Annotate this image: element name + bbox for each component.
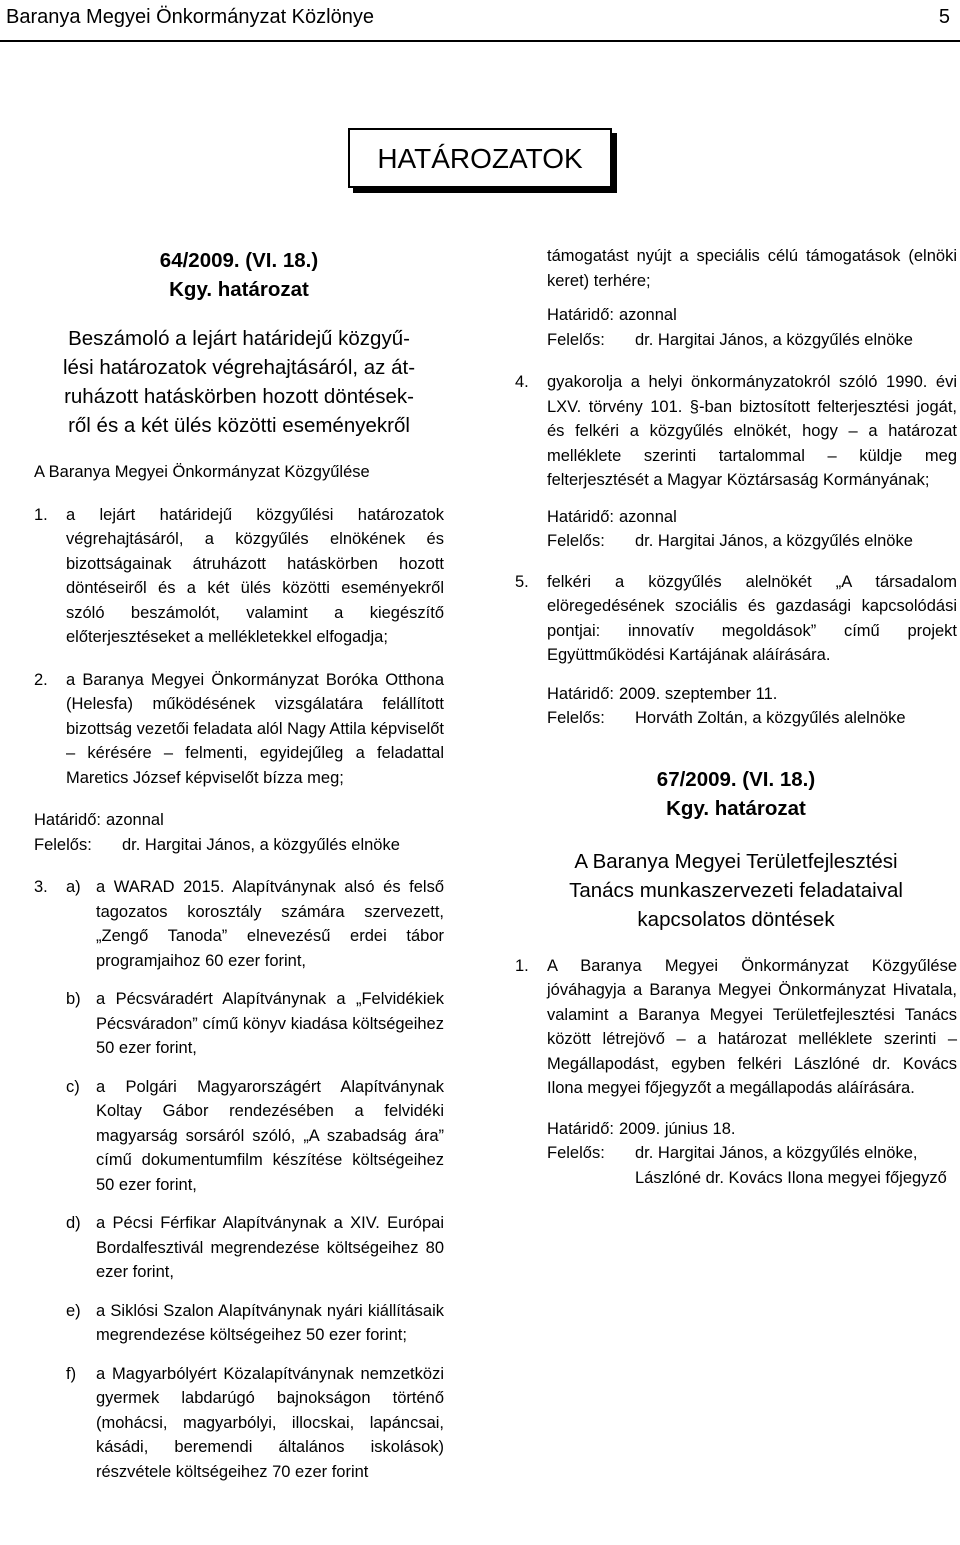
responsible-row (547, 529, 957, 554)
responsible-value: dr. Hargitai János, a közgyűlés elnöke (635, 532, 913, 550)
responsible-label: Felelős: (547, 532, 605, 550)
deadline-label: Határidő: (547, 306, 614, 324)
deadline-value: azonnal (105, 811, 164, 829)
deadline-row (547, 682, 957, 707)
left-column (34, 246, 444, 1484)
resolution-64-number: 64/2009. (VI. 18.) (159, 249, 319, 272)
point-number: 1. (34, 505, 48, 524)
subject-line: Beszámoló a lejárt határidejű közgyű- (68, 327, 410, 350)
point-number: 5. (515, 572, 529, 591)
deadline-row (34, 808, 444, 833)
subitem-a (66, 875, 444, 973)
resolution-64-subject (34, 324, 444, 440)
responsible-value: dr. Hargitai János, a közgyűlés elnöke (635, 330, 913, 349)
subitem-label: f) (66, 1364, 77, 1383)
subitem-text: a WARAD 2015. Alapítványnak alsó és felső tagozatos korosztály számára szervezett, „Zengő Tanoda” elnevezésű erdei tábor programjaihoz 60 ezer forint, (96, 878, 444, 970)
deadline-label: Határidő: (547, 684, 614, 703)
subject-line: Tanács munkaszervezeti feladataival (569, 878, 903, 902)
subject-line: A Baranya Megyei Területfejlesztési (574, 849, 898, 873)
point-1 (34, 503, 444, 650)
point-number: 2. (34, 670, 48, 689)
responsible-label: Felelős: (34, 835, 92, 854)
gazette-title: Baranya Megyei Önkormányzat Közlönye (6, 6, 374, 28)
deadline-value: azonnal (618, 306, 677, 324)
subitem-b (66, 987, 444, 1061)
deadline-row (547, 1117, 957, 1142)
deadline-value: 2009. június 18. (618, 1119, 736, 1138)
page-header (0, 0, 960, 42)
point-text: a lejárt határidejű közgyűlési határozatok végrehajtásáról, a közgyűlés elnökének és bizottságainak átruházott hatáskörben hozott döntéseiről és a két ülés közötti eseményekről szóló beszámolót, valamint a kiegészítő előterjesztéseket a mellékletekkel elfogadja; (66, 505, 444, 646)
point-text: A Baranya Megyei Önkormányzat Közgyűlése jóváhagyja a Baranya Megyei Önkormányzat Hivatala, valamint a Baranya Megyei Területfejlesztési Tanács között létrejövő – a határozat melléklete szerinti – Megállapodást, egyben felkéri Lászlóné dr. Kovács Ilona megyei főjegyzőt a megállapodás aláírására. (547, 956, 957, 1097)
responsible-row (34, 833, 444, 858)
support-text: támogatást nyújt a speciális célú támogatások (elnöki keret) terhére; (547, 247, 957, 290)
subitem-label: c) (66, 1077, 80, 1096)
resolution-67-subject (515, 847, 957, 934)
point-text: gyakorolja a helyi önkormányzatokról szóló 1990. évi LXV. törvény 101. §-ban biztosított felterjesztési jogát, és felkéri a közgyűlés elnökét, hogy – a határozat melléklete szerinti tartalommal – küldje meg felterjesztését a Magyar Köztársaság Kormányának; (547, 373, 957, 489)
resolution-67-number: 67/2009. (VI. 18.) (656, 767, 816, 791)
point-4-facts (515, 505, 957, 554)
point-number: 4. (515, 373, 529, 391)
deadline-value: azonnal (618, 507, 677, 526)
page-number: 5 (938, 6, 950, 28)
point-2 (34, 668, 444, 791)
subitem-label: d) (66, 1214, 81, 1232)
subitem-text: a Siklósi Szalon Alapítványnak nyári kiállításaik megrendezése költségeihez 50 ezer forint; (96, 1301, 444, 1344)
section-title: HATÁROZATOK (348, 128, 612, 188)
point-4 (515, 370, 957, 493)
point-3-support (515, 244, 957, 293)
point-text: a Baranya Megyei Önkormányzat Boróka Otthona (Helesfa) működésének vizsgálatára felállított bizottság vezetői feladata alól Nagy Attila képviselőt – kérésére – felmenti, egyidejűleg a feladattal Maretics József képviselőt bízza meg; (66, 670, 444, 787)
subitem-text: a Magyarbólyért Közalapítványnak nemzetközi gyermek labdarúgó bajnokságon történő (mohácsi, magyarbólyi, illocskai, lapáncsai, kásádi, beremendi általános iskolások) részvétele költségeihez 70 ezer forint (96, 1364, 444, 1481)
point-2-facts (34, 808, 444, 857)
point-5 (515, 570, 957, 668)
responsible-label: Felelős: (547, 330, 605, 349)
deadline-label: Határidő: (547, 507, 614, 526)
point-number: 3. (34, 878, 48, 896)
deadline-row (547, 303, 957, 328)
subitem-d (66, 1211, 444, 1285)
subject-line: kapcsolatos döntések (637, 907, 835, 931)
responsible-person-2: Lászlóné dr. Kovács Ilona megyei főjegyző (635, 1168, 947, 1187)
subitem-label: a) (66, 878, 81, 896)
point-3-f (34, 1362, 444, 1485)
deadline-label: Határidő: (547, 1119, 614, 1138)
subject-line: ruházott hatáskörben hozott döntések- (64, 385, 414, 408)
resolution-67-point-1 (515, 954, 957, 1101)
deadline-label: Határidő: (34, 811, 101, 829)
responsible-person-1: dr. Hargitai János, a közgyűlés elnöke, (635, 1144, 918, 1162)
point-text: felkéri a közgyűlés alelnökét „A társadalom elöregedésének szociális és gazdasági kapcsolódási pontjai: innovatív megoldások” című projekt Együttműködési Kartájának aláírására. (547, 572, 957, 664)
resolution-67-facts (515, 1117, 957, 1191)
point-3-d (34, 1211, 444, 1285)
subitem-e (66, 1299, 444, 1348)
point-3-facts (515, 303, 957, 352)
subitem-text: a Pécsi Férfikar Alapítványnak a XIV. Európai Bordalfesztivál megrendezése költségeihez 80 ezer forint, (96, 1214, 444, 1281)
resolution-64-intro: A Baranya Megyei Önkormányzat Közgyűlése (34, 463, 370, 481)
responsible-label: Felelős: (547, 1144, 605, 1162)
point-5-facts (515, 682, 957, 731)
responsible-value (635, 1141, 957, 1190)
subitem-text: a Polgári Magyarországért Alapítványnak Koltay Gábor rendezésében a felvidéki magyarság sorsáról szóló, „A szabadság ára” című dokumentumfilm készítése költségeihez 50 ezer forint, (96, 1077, 444, 1194)
subitem-label: b) (66, 990, 81, 1008)
subject-line: lési határozatok végrehajtásáról, az át- (62, 356, 416, 379)
responsible-value: Horváth Zoltán, a közgyűlés alelnöke (635, 709, 906, 727)
responsible-row (547, 706, 957, 731)
resolution-64-kind: Kgy. határozat (169, 278, 309, 301)
subject-line: ről és a két ülés közötti eseményekről (68, 414, 410, 437)
responsible-value: dr. Hargitai János, a közgyűlés elnöke (122, 835, 400, 854)
subitem-label: e) (66, 1301, 81, 1320)
point-3-e (34, 1299, 444, 1348)
responsible-row (547, 328, 957, 353)
responsible-row (547, 1141, 957, 1190)
resolution-67-kind: Kgy. határozat (666, 796, 806, 820)
deadline-row (547, 505, 957, 530)
deadline-value: 2009. szeptember 11. (618, 684, 778, 703)
point-3 (34, 875, 444, 973)
point-3-c (34, 1075, 444, 1198)
responsible-label: Felelős: (547, 709, 605, 727)
right-column (515, 244, 957, 1190)
point-number: 1. (515, 956, 529, 975)
subitem-text: a Pécsváradért Alapítványnak a „Felvidékiek Pécsváradon” című könyv kiadása költségeihez 50 ezer forint, (96, 990, 444, 1057)
point-3-b (34, 987, 444, 1061)
subitem-c (66, 1075, 444, 1198)
subitem-f (66, 1362, 444, 1485)
